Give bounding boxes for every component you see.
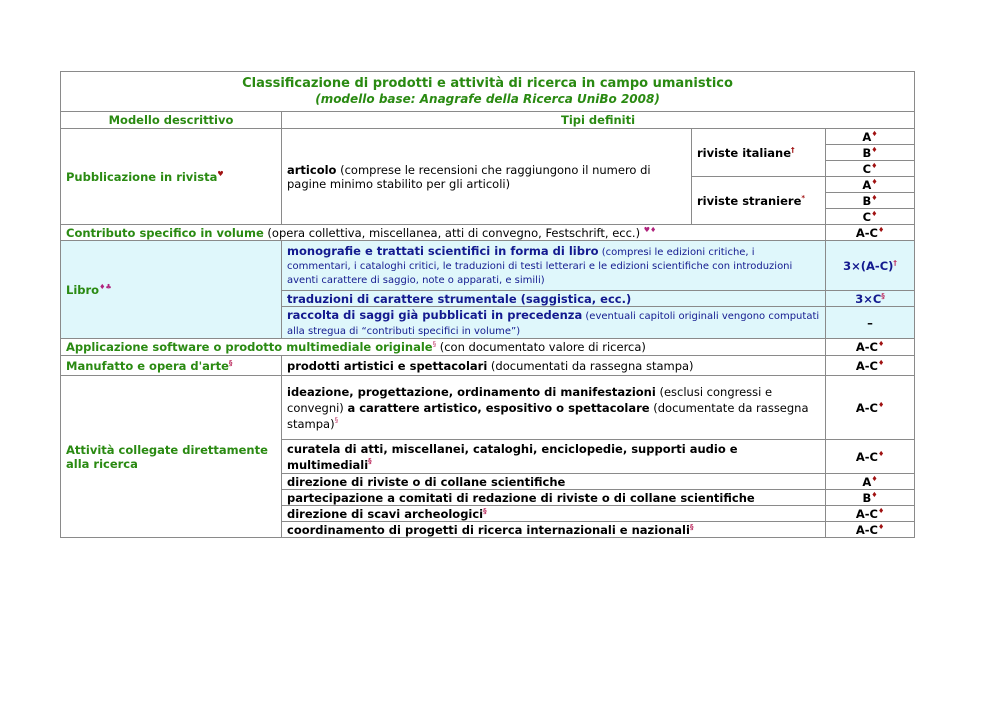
monografie-label: monografie e trattati scientifici in forma di libro: [287, 243, 599, 258]
direzione-riviste-label: direzione di riviste o di collane scientifiche: [287, 474, 566, 489]
libro-label-cell: [61, 241, 282, 339]
contributo-row: [61, 225, 915, 241]
code-value: C: [862, 161, 872, 176]
code-cell: [826, 129, 915, 145]
manufatto-bold: prodotti artistici e spettacolari: [287, 358, 488, 373]
title-cell: [61, 72, 915, 112]
code-value: A: [862, 177, 872, 192]
riviste-italiane-cell: [692, 129, 826, 177]
code-cell: [826, 356, 915, 376]
comitati-cell: [282, 490, 826, 506]
section-mark: §: [432, 340, 437, 348]
heart-mark: ♥: [217, 169, 224, 178]
section-mark: §: [368, 456, 372, 465]
code-cell: [826, 339, 915, 356]
diamond-mark: ♦: [877, 400, 885, 409]
diamond-mark: ♦: [877, 449, 885, 458]
rivista-label-cell: [61, 129, 282, 225]
articolo-label: articolo: [287, 162, 337, 177]
articolo-cell: [282, 129, 692, 225]
section-mark: §: [483, 506, 487, 515]
code-value: –: [867, 315, 873, 330]
diamond-mark: ♦: [871, 145, 878, 154]
code-cell: [826, 145, 915, 161]
section-mark: §: [881, 291, 885, 300]
raccolta-desc: (eventuali capitoli originali vengono computati alla stregua di “contributi specifici in volume”): [287, 310, 820, 337]
monografie-cell: [282, 241, 826, 291]
section-mark: §: [689, 522, 694, 531]
classification-table: [60, 71, 915, 538]
coordinamento-label: coordinamento di progetti di ricerca internazionali e nazionali: [287, 522, 690, 537]
code-cell: [826, 490, 915, 506]
curatela-cell: [282, 440, 826, 474]
section-mark: §: [228, 358, 233, 367]
ideazione-plain-b: (documentate da rassegna stampa): [287, 400, 809, 431]
diamond-mark: ♦: [877, 340, 885, 348]
raccolta-cell: [282, 307, 826, 339]
diamond-mark: ♦: [871, 490, 878, 499]
monografie-desc: (compresi le edizioni critiche, i commentari, i cataloghi critici, le traduzioni di testi letterari e le edizioni scientifiche con introduzioni aventi carattere di saggio, note o apparati, e simili): [287, 246, 793, 286]
code-cell: [826, 225, 915, 241]
code-value: 3×C: [855, 291, 882, 306]
diamond-mark: ♦: [871, 209, 878, 218]
manufatto-cell: [282, 356, 826, 376]
code-cell: [826, 177, 915, 193]
diamonds-mark: ♦♣: [99, 282, 112, 291]
code-value: B: [862, 490, 872, 505]
heart-diamond-mark: ♥♦: [643, 225, 657, 234]
document-title: Classificazione di prodotti e attività di ricerca in campo umanistico: [242, 75, 733, 91]
code-value: C: [862, 209, 872, 224]
code-cell: [826, 241, 915, 291]
header-types: Tipi definiti: [282, 112, 915, 129]
code-value: B: [862, 193, 872, 208]
comitati-label: partecipazione a comitati di redazione di riviste o di collane scientifiche: [287, 490, 755, 505]
code-cell: [826, 307, 915, 339]
rivista-label: Pubblicazione in rivista: [66, 169, 218, 184]
code-value: B: [862, 145, 872, 160]
contributo-cell: [61, 225, 826, 241]
curatela-label: curatela di atti, miscellanei, cataloghi, enciclopedie, supporti audio e multimediali: [287, 441, 738, 472]
attivita-label-cell: [61, 376, 282, 538]
manufatto-label-cell: [61, 356, 282, 376]
code-value: A-C: [855, 358, 878, 373]
code-cell: [826, 291, 915, 307]
diamond-mark: ♦: [871, 161, 878, 170]
diamond-mark: ♦: [877, 506, 885, 515]
manufatto-label: Manufatto e opera d'arte: [66, 358, 229, 373]
code-cell: [826, 376, 915, 440]
document-subtitle: (modello base: Anagrafe della Ricerca UniBo 2008): [315, 91, 660, 106]
diamond-mark: ♦: [871, 177, 878, 186]
code-cell: [826, 474, 915, 490]
libro-row-1: [61, 241, 915, 291]
code-cell: [826, 440, 915, 474]
diamond-mark: ♦: [877, 225, 885, 234]
title-row: [61, 72, 915, 112]
ideazione-bold-a: ideazione, progettazione, ordinamento di manifestazioni: [287, 384, 656, 399]
diamond-mark: ♦: [871, 193, 878, 202]
diamond-mark: ♦: [877, 522, 885, 531]
raccolta-label: raccolta di saggi già pubblicati in precedenza: [287, 307, 583, 322]
header-model: Modello descrittivo: [61, 112, 282, 129]
contributo-desc: (opera collettiva, miscellanea, atti di convegno, Festschrift, ecc.): [263, 225, 644, 240]
code-value: A: [862, 129, 872, 144]
diamond-mark: ♦: [871, 474, 878, 483]
scavi-cell: [282, 506, 826, 522]
direzione-riviste-cell: [282, 474, 826, 490]
code-value: A: [862, 474, 872, 489]
ideazione-cell: [282, 376, 826, 440]
manufatto-row: [61, 356, 915, 376]
code-value: A-C: [855, 522, 878, 537]
code-value: A-C: [855, 225, 878, 240]
code-value: A-C: [855, 400, 878, 415]
code-value: A-C: [855, 449, 878, 464]
ideazione-bold-b: a carattere artistico, espositivo o spettacolare: [347, 400, 650, 415]
software-desc: (con documentato valore di ricerca): [436, 340, 646, 354]
code-cell: [826, 193, 915, 209]
ideazione-plain-a: (esclusi congressi e convegni): [287, 384, 773, 415]
star-mark: *: [801, 193, 806, 202]
riviste-italiane-label: riviste italiane: [697, 145, 792, 160]
articolo-desc: (comprese le recensioni che raggiungono il numero di pagine minimo stabilito per gli articoli): [287, 162, 651, 191]
attivita-row-1: [61, 376, 915, 440]
traduzioni-label: traduzioni di carattere strumentale (saggistica, ecc.): [287, 291, 632, 306]
dagger-mark: †: [893, 258, 897, 267]
code-value: A-C: [855, 340, 878, 354]
code-cell: [826, 522, 915, 538]
coordinamento-cell: [282, 522, 826, 538]
section-mark: §: [334, 415, 339, 424]
software-label: Applicazione software o prodotto multimediale originale: [66, 340, 433, 354]
code-cell: [826, 506, 915, 522]
diamond-mark: ♦: [877, 358, 885, 367]
scavi-label: direzione di scavi archeologici: [287, 506, 484, 521]
code-cell: [826, 209, 915, 225]
riviste-straniere-cell: [692, 177, 826, 225]
code-value: 3×(A-C): [843, 258, 894, 273]
manufatto-desc: (documentati da rassegna stampa): [487, 358, 694, 373]
software-cell: [61, 339, 826, 356]
header-row: [61, 112, 915, 129]
dagger-mark: †: [791, 145, 795, 154]
rivista-row-1: [61, 129, 915, 145]
software-row: [61, 339, 915, 356]
riviste-straniere-label: riviste straniere: [697, 193, 802, 208]
attivita-label: Attività collegate direttamente alla ricerca: [66, 442, 268, 471]
traduzioni-cell: [282, 291, 826, 307]
code-value: A-C: [855, 506, 878, 521]
libro-label: Libro: [66, 282, 100, 297]
code-cell: [826, 161, 915, 177]
diamond-mark: ♦: [871, 129, 878, 138]
contributo-label: Contributo specifico in volume: [66, 225, 264, 240]
